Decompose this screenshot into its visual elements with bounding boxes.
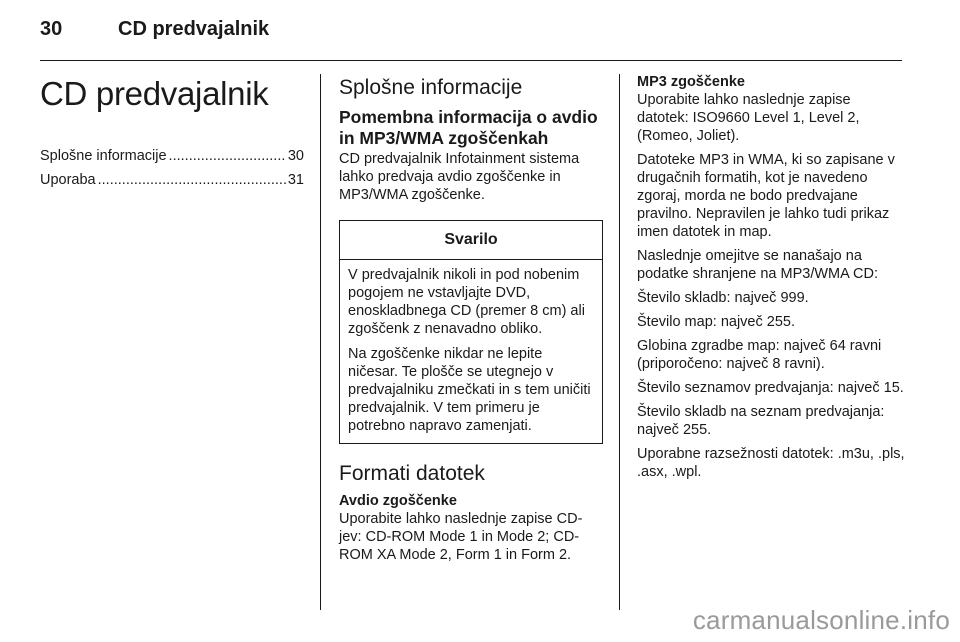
toc-entry-page: 30	[287, 148, 304, 164]
mp3-paragraph: Naslednje omejitve se nanašajo na podatke shranjene na MP3/WMA CD:	[637, 248, 878, 282]
column-divider-right	[619, 74, 620, 610]
toc-entry-general[interactable]	[40, 144, 304, 168]
toc-entry-page: 31	[287, 172, 304, 188]
mp3-cd-heading: MP3 zgoščenke	[637, 74, 745, 90]
chapter-title: CD predvajalnik	[40, 75, 269, 112]
audio-cd-heading: Avdio zgoščenke	[339, 493, 457, 509]
mp3-paragraph: Datoteke MP3 in WMA, ki so zapisane v drugačnih formatih, kot je navedeno zgoraj, morda ne bodo predvajane pravilno. Nepravilen je lahko tudi prikaz imen datotek in map.	[637, 152, 895, 240]
audio-cd-paragraph: Uporabite lahko naslednje zapise CD-jev: CD-ROM Mode 1 in Mode 2; CD-ROM XA Mode 2, Form 1 in Form 2.	[339, 511, 583, 563]
mp3-limit-folders: Število map: največ 255.	[637, 314, 795, 330]
toc-entry-label: Uporaba	[40, 172, 96, 188]
column-general-info	[339, 74, 603, 564]
warning-box	[339, 220, 603, 444]
section-title-general: Splošne informacije	[339, 76, 523, 99]
intro-paragraph: CD predvajalnik Infotainment sistema lahko predvaja avdio zgoščenke in MP3/WMA zgoščenke.	[339, 151, 580, 203]
section-title-formats: Formati datotek	[339, 462, 485, 485]
warning-body	[340, 260, 602, 443]
mp3-limit-tracks: Število skladb: največ 999.	[637, 290, 809, 306]
subsection-title-important: Pomembna informacija o avdio in MP3/WMA zgoščenkah	[339, 107, 598, 148]
watermark: carmanualsonline.info	[692, 605, 950, 635]
column-divider-left	[320, 74, 321, 610]
mp3-extensions: Uporabne razsežnosti datotek: .m3u, .pls, .asx, .wpl.	[637, 446, 905, 480]
page-number: 30	[40, 18, 63, 40]
header-rule	[40, 60, 902, 61]
warning-heading: Svarilo	[340, 221, 602, 260]
mp3-limit-playlist-tracks: Število skladb na seznam predvajanja: največ 255.	[637, 404, 885, 438]
page-header	[40, 18, 900, 58]
warning-paragraph: Na zgoščenke nikdar ne lepite ničesar. Te plošče se utegnejo v predvajalniku zmečkati in s tem uničiti predvajalnik. V tem primeru je potrebno napravo zamenjati.	[348, 346, 591, 434]
table-of-contents	[40, 144, 304, 192]
toc-leader	[98, 168, 286, 192]
mp3-limit-depth: Globina zgradbe map: največ 64 ravni (priporočeno: največ 8 ravni).	[637, 338, 882, 372]
toc-entry-usage[interactable]	[40, 168, 304, 192]
mp3-limit-playlists: Število seznamov predvajanja: največ 15.	[637, 380, 904, 396]
toc-entry-label: Splošne informacije	[40, 148, 167, 164]
column-toc	[40, 74, 304, 192]
toc-leader	[169, 144, 286, 168]
warning-paragraph: V predvajalnik nikoli in pod nobenim pogojem ne vstavljajte DVD, enoskladbnega CD (premer 8 cm) ali zgoščenk z nenavadno obliko.	[348, 267, 585, 337]
running-title: CD predvajalnik	[118, 18, 270, 40]
column-mp3	[637, 74, 905, 481]
mp3-paragraph: Uporabite lahko naslednje zapise datotek: ISO9660 Level 1, Level 2, (Romeo, Joliet).	[637, 92, 860, 144]
